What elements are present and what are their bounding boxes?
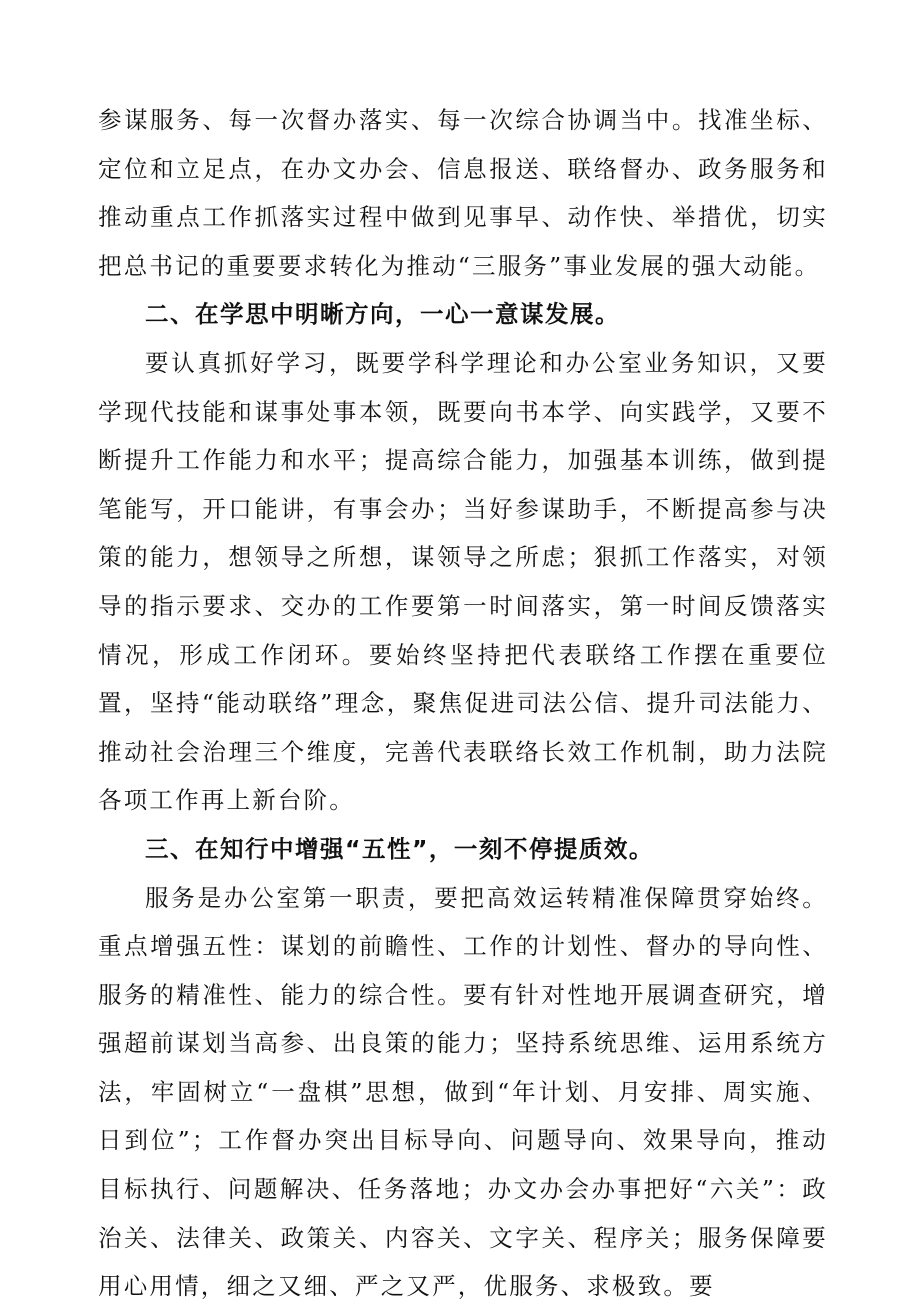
body-paragraph-3: 服务是办公室第一职责，要把高效运转精准保障贯穿始终。重点增强五性：谋划的前瞻性、工作的计划性、督办的导向性、服务的精准性、能力的综合性。要有针对性地开展调查研究，增强超前谋划当高参、出良策的能力；坚持系统思维、运用系统方法，牢固树立“一盘棋”思想，做到“年计划、月安排、周实施、日到位”；工作督办突出目标导向、问题导向、效果导向，推动目标执行、问题解决、任务落地；办文办会办事把好“六关”：政治关、法律关、政策关、内容关、文字关、程序关；服务保障要用心用情，细之又细、严之又严，优服务、求极致。要 — [98, 883, 828, 1301]
body-paragraph-1: 参谋服务、每一次督办落实、每一次综合协调当中。找准坐标、定位和立足点，在办文办会、信息报送、联络督办、政务服务和推动重点工作抓落实过程中做到见事早、动作快、举措优，切实把总书记的重要要求转化为推动“三服务”事业发展的强大动能。 — [98, 106, 828, 280]
section-heading-2: 二、在学思中明晰方向，一心一意谋发展。 — [145, 300, 620, 329]
body-paragraph-2: 要认真抓好学习，既要学科学理论和办公室业务知识，又要学现代技能和谋事处事本领，既要向书本学、向实践学，又要不断提升工作能力和水平；提高综合能力，加强基本训练，做到提笔能写，开口能讲，有事会办；当好参谋助手，不断提高参与决策的能力，想领导之所想，谋领导之所虑；狠抓工作落实，对领导的指示要求、交办的工作要第一时间落实，第一时间反馈落实情况，形成工作闭环。要始终坚持把代表联络工作摆在重要位置，坚持“能动联络”理念，聚焦促进司法公信、提升司法能力、推动社会治理三个维度，完善代表联络长效工作机制，助力法院各项工作再上新台阶。 — [98, 348, 828, 815]
section-heading-3: 三、在知行中增强“五性”，一刻不停提质效。 — [145, 834, 654, 863]
document-page — [98, 96, 828, 1311]
